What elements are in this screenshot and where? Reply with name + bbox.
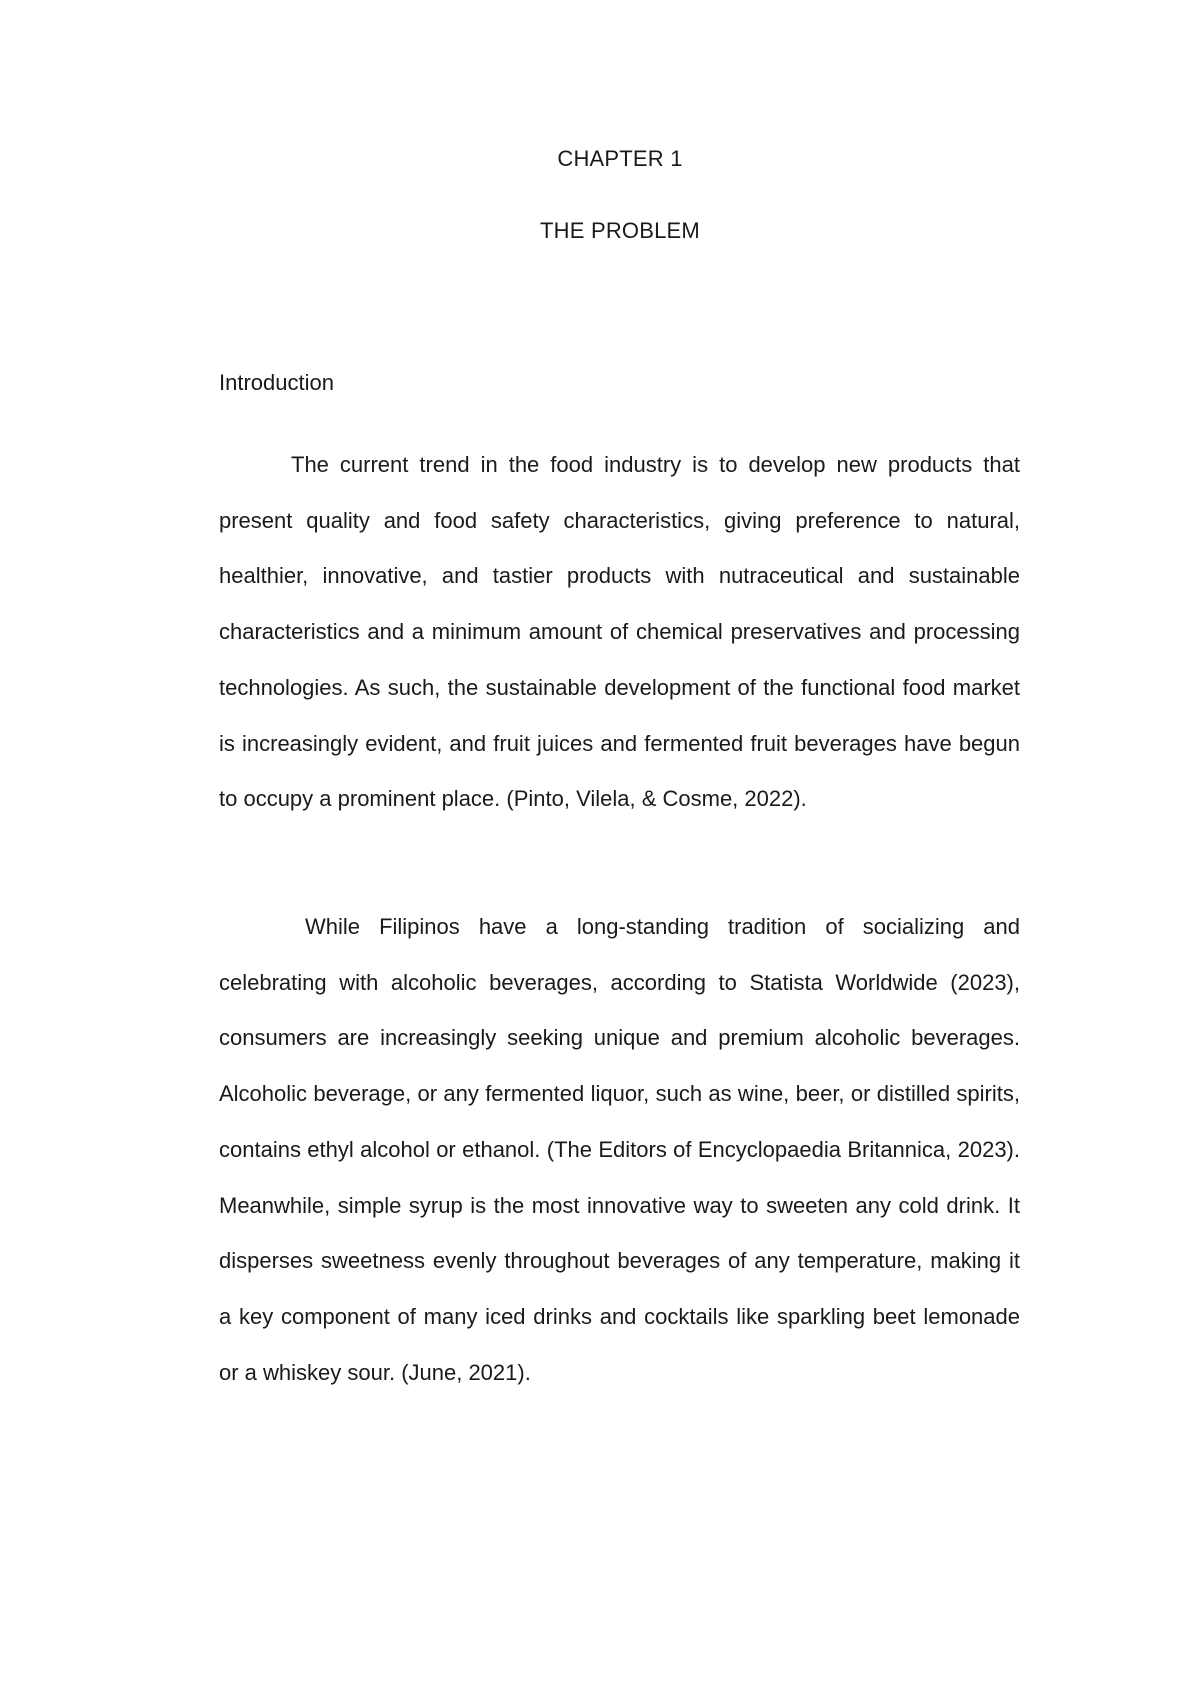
chapter-title: THE PROBLEM [540,218,700,243]
section-heading-introduction: Introduction [219,370,334,395]
chapter-number: CHAPTER 1 [557,146,683,171]
body-paragraph: While Filipinos have a long-standing tradition of socializing and celebrating with alcoholic beverages, according to Statista Worldwide (2023), consumers are increasingly seeking unique and premium alcoholic beverages. Alcoholic beverage, or any fermented liquor, such as wine, beer, or distilled spirits, contains ethyl alcohol or ethanol. (The Editors of Encyclopaedia Britannica, 2023). Meanwhile, simple syrup is the most innovative way to sweeten any cold drink. It disperses sweetness evenly throughout beverages of any temperature, making it a key component of many iced drinks and cocktails like sparkling beet lemonade or a whiskey sour. (June, 2021). [219,914,1020,1385]
body-paragraph: The current trend in the food industry is to develop new products that present quality and food safety characteristics, giving preference to natural, healthier, innovative, and tastier products with nutraceutical and sustainable characteristics and a minimum amount of chemical preservatives and processing technologies. As such, the sustainable development of the functional food market is increasingly evident, and fruit juices and fermented fruit beverages have begun to occupy a prominent place. (Pinto, Vilela, & Cosme, 2022). [219,452,1020,812]
